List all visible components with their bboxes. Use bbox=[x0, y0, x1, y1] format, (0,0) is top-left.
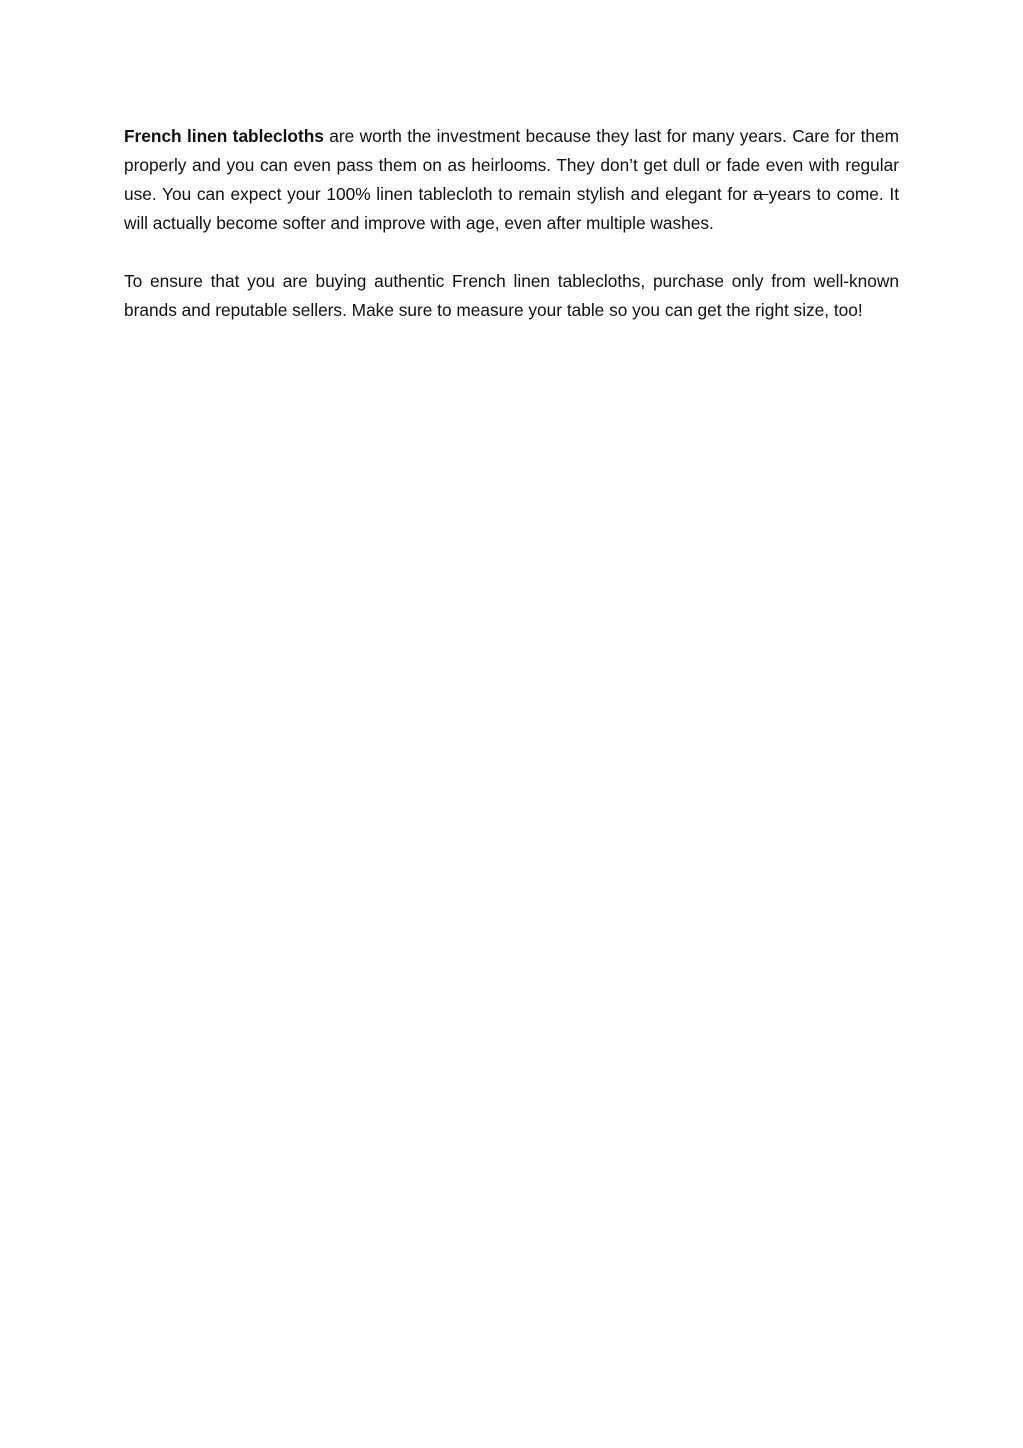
struck-through-text: a bbox=[753, 184, 769, 204]
bold-lead-phrase: French linen tablecloths bbox=[124, 126, 324, 146]
paragraph-1-text-a: are worth the investment because they last for many years. Care for them properly and you can even pass them on as heirlooms. They don’t get dull or fade even with regular use. You can expect your 100% linen tablecloth to remain stylish and elegant for bbox=[124, 126, 899, 204]
paragraph-2: To ensure that you are buying authentic French linen tablecloths, purchase only from well-known brands and reputable sellers. Make sure to measure your table so you can get the right size, too! bbox=[124, 271, 899, 320]
document-body bbox=[124, 122, 899, 354]
paragraph-1-text-b: years to come. It will actually become softer and improve with age, even after multiple washes. bbox=[124, 184, 899, 233]
paragraph-1 bbox=[124, 122, 899, 238]
